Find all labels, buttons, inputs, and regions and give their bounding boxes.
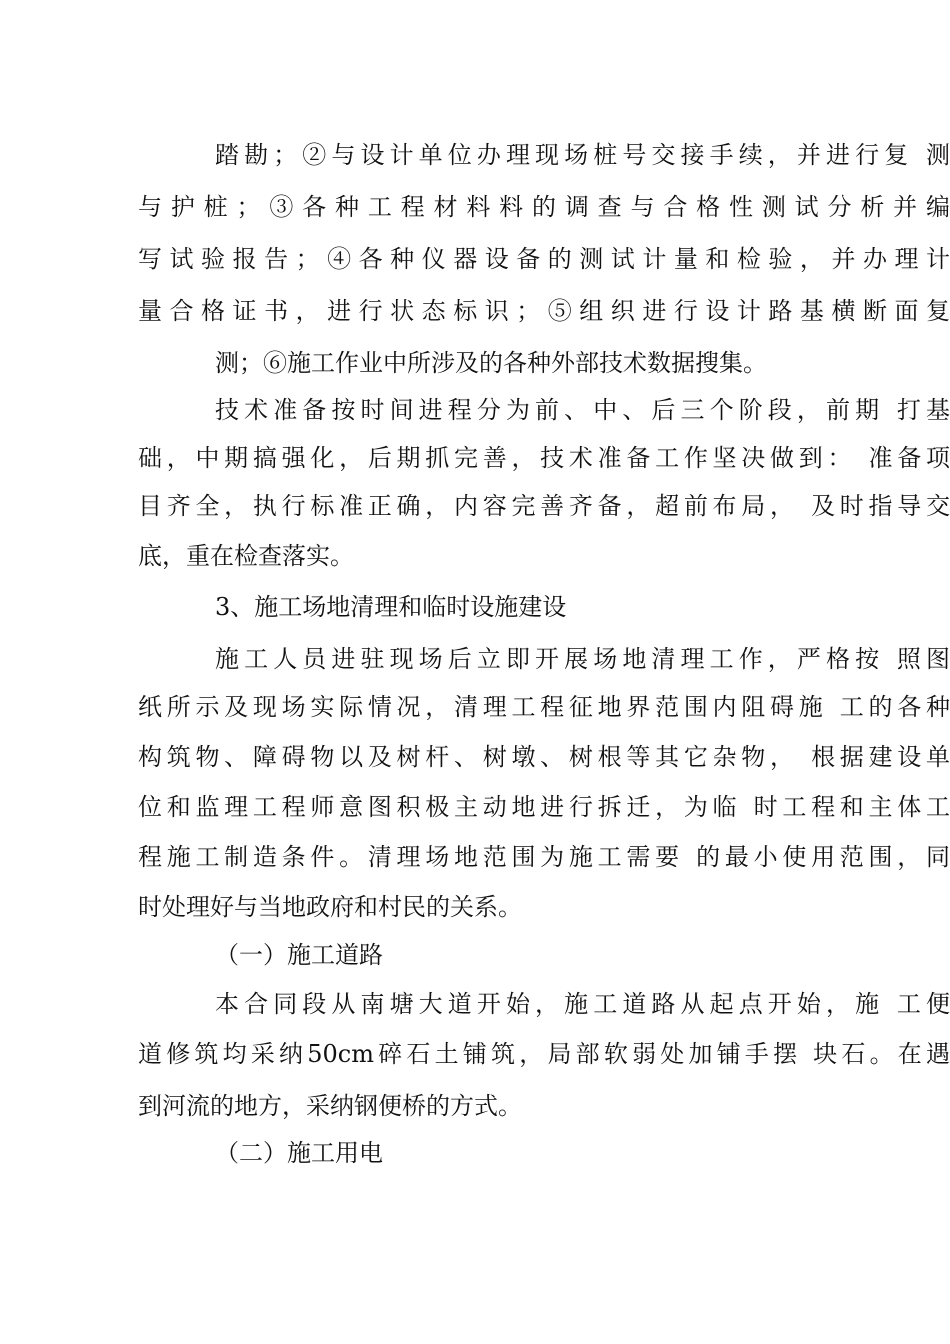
text-line: 础，中期搞强化，后期抓完善，技术准备工作坚决做到： 准备项 [138, 444, 950, 472]
text-line: 本合同段从南塘大道开始，施工道路从起点开始，施 工便 [215, 990, 950, 1018]
text-line: 施工人员进驻现场后立即开展场地清理工作，严格按 照图 [215, 645, 950, 673]
text-line: 技术准备按时间进程分为前、中、后三个阶段，前期 打基 [215, 396, 950, 424]
text-line: 与护桩；③各种工程材料料的调查与合格性测试分析并编 [138, 193, 950, 221]
subsection-heading: （二）施工用电 [215, 1139, 383, 1167]
text-line: 程施工制造条件。清理场地范围为施工需要 的最小使用范围，同 [138, 843, 950, 871]
subsection-heading: （一）施工道路 [215, 941, 383, 969]
text-line: 踏勘；②与设计单位办理现场桩号交接手续，并进行复 测 [215, 141, 950, 169]
text-line: 位和监理工程师意图积极主动地进行拆迁，为临 时工程和主体工 [138, 793, 950, 821]
text-line: 纸所示及现场实际情况，清理工程征地界范围内阻碍施 工的各种 [138, 693, 950, 721]
text-line: 到河流的地方，采纳钢便桥的方式。 [138, 1092, 522, 1120]
text-line: 道修筑均采纳50cm碎石土铺筑，局部软弱处加铺手摆 块石。在遇 [138, 1040, 950, 1068]
text-line: 底，重在检查落实。 [138, 542, 354, 570]
text-line: 测；⑥施工作业中所涉及的各种外部技术数据搜集。 [215, 349, 767, 377]
text-line: 量合格证书，进行状态标识；⑤组织进行设计路基横断面复 [138, 297, 950, 325]
text-line: 写试验报告；④各种仪器设备的测试计量和检验，并办理计 [138, 245, 950, 273]
text-line: 构筑物、障碍物以及树杆、树墩、树根等其它杂物， 根据建设单 [138, 743, 950, 771]
text-line: 时处理好与当地政府和村民的关系。 [138, 893, 522, 921]
section-heading: 3、施工场地清理和临时设施建设 [215, 593, 567, 621]
text-line: 目齐全，执行标准正确，内容完善齐备，超前布局， 及时指导交 [138, 492, 950, 520]
